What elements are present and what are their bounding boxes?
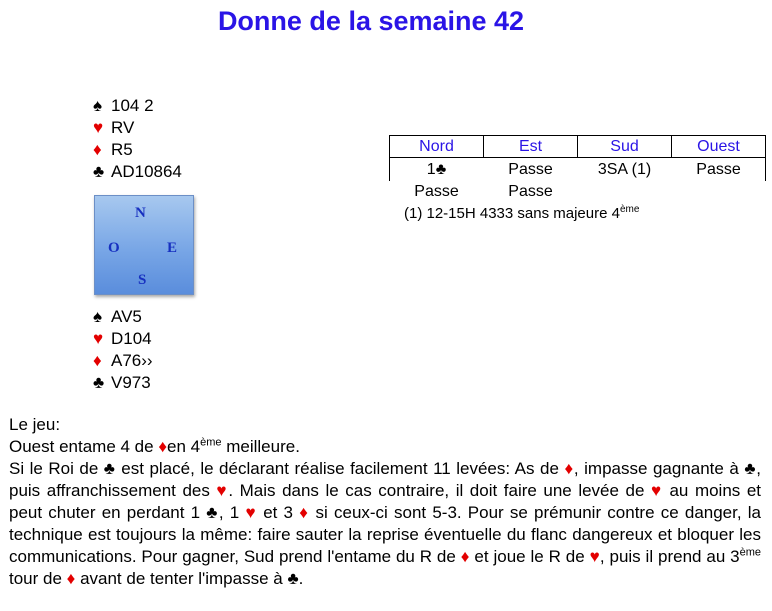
superscript: ème xyxy=(739,546,762,559)
club-icon: ♣ xyxy=(206,503,219,522)
north-clubs: AD10864 xyxy=(111,162,182,181)
bid-cell xyxy=(672,181,766,203)
north-hearts-line xyxy=(93,117,182,139)
bidding-header-row xyxy=(390,136,766,158)
north-spades: 104 2 xyxy=(111,96,154,115)
heart-icon: ♥ xyxy=(245,503,258,522)
south-spades-line xyxy=(93,306,153,328)
text-run: , puis affranchissement des xyxy=(9,459,762,500)
north-hearts: RV xyxy=(111,118,135,137)
bidding-table xyxy=(389,135,766,203)
spade-icon: ♠ xyxy=(93,96,103,115)
play-description xyxy=(9,414,761,590)
bidding-footnote xyxy=(404,204,639,222)
diamond-icon: ♦ xyxy=(93,351,102,370)
club-icon: ♣ xyxy=(93,373,105,392)
compass-east: E xyxy=(167,240,178,256)
header-nord: Nord xyxy=(390,136,484,158)
play-lead-line xyxy=(9,436,761,458)
diamond-icon: ♦ xyxy=(158,437,168,456)
header-est: Est xyxy=(484,136,578,158)
compass-north: N xyxy=(135,205,146,221)
north-diamonds-line xyxy=(93,139,182,161)
club-icon: ♣ xyxy=(744,459,757,478)
north-spades-line xyxy=(93,95,182,117)
south-clubs-line xyxy=(93,372,153,394)
south-clubs: V973 xyxy=(111,373,151,392)
south-hand xyxy=(93,306,153,394)
heart-icon: ♥ xyxy=(650,481,663,500)
club-icon: ♣ xyxy=(435,161,447,178)
text-run: avant de tenter l'impasse à xyxy=(75,569,288,588)
south-hearts: D104 xyxy=(111,329,152,348)
play-heading: Le jeu: xyxy=(9,415,61,434)
text-run: en 4 xyxy=(167,437,201,456)
bid-cell: Passe xyxy=(414,183,459,200)
heart-icon: ♥ xyxy=(93,329,104,348)
play-paragraph xyxy=(9,458,761,590)
heart-icon: ♥ xyxy=(589,547,600,566)
diamond-icon: ♦ xyxy=(93,140,102,159)
text-run: si ceux-ci sont 5-3. Pour se prémunir contre ce danger, la technique est toujours la même: faire sauter la reprise éventuelle du flanc dangereux et bloquer les communications. Pour gagner, Sud prend l'entame du R de xyxy=(9,503,761,566)
bidding-row xyxy=(390,158,766,182)
text-run: . Mais dans le cas contraire, il doit faire une levée de xyxy=(228,481,651,500)
club-icon: ♣ xyxy=(103,459,116,478)
header-ouest: Ouest xyxy=(672,136,766,158)
north-hand xyxy=(93,95,182,183)
text-run: . xyxy=(298,569,304,588)
diamond-icon: ♦ xyxy=(460,547,470,566)
bid-cell: 3SA (1) xyxy=(597,161,652,178)
compass-west: O xyxy=(108,240,120,256)
compass-box xyxy=(94,195,194,295)
club-icon: ♣ xyxy=(93,162,105,181)
heart-icon: ♥ xyxy=(93,118,104,137)
bid-value: 1 xyxy=(426,161,436,178)
text-run: est placé, le déclarant réalise facilement 11 levées: As de xyxy=(115,459,565,478)
diamond-icon: ♦ xyxy=(66,569,76,588)
diamond-icon: ♦ xyxy=(299,503,310,522)
text-run: meilleure. xyxy=(221,437,300,456)
bid-cell xyxy=(390,158,484,182)
text-run: Si le Roi de xyxy=(9,459,104,478)
bid-cell: Passe xyxy=(508,183,553,200)
text-run: tour de xyxy=(9,569,67,588)
south-diamonds: A76›› xyxy=(111,351,153,370)
club-icon: ♣ xyxy=(287,569,299,588)
text-run: , puis il prend au 3 xyxy=(599,547,740,566)
south-hearts-line xyxy=(93,328,153,350)
bid-cell: Passe xyxy=(508,161,553,178)
compass-south: S xyxy=(138,272,147,288)
spade-icon: ♠ xyxy=(93,307,103,326)
footnote-text: (1) 12-15H 4333 sans majeure 4 xyxy=(404,205,620,222)
page-title: Donne de la semaine 42 xyxy=(217,6,525,36)
bid-cell: Passe xyxy=(672,158,766,182)
bid-cell xyxy=(578,181,672,203)
text-run: au moins et peut chuter en perdant 1 xyxy=(9,481,762,522)
footnote-sup: ème xyxy=(619,204,640,215)
superscript: ème xyxy=(200,436,222,449)
text-run: , impasse gagnante à xyxy=(573,459,745,478)
text-run: Ouest entame 4 de xyxy=(9,437,159,456)
text-run: , 1 xyxy=(218,503,246,522)
heart-icon: ♥ xyxy=(216,481,229,500)
diamond-icon: ♦ xyxy=(564,459,574,478)
header-sud: Sud xyxy=(578,136,672,158)
south-spades: AV5 xyxy=(111,307,142,326)
bidding-row xyxy=(390,181,766,203)
north-clubs-line xyxy=(93,161,182,183)
text-run: et 3 xyxy=(257,503,300,522)
north-diamonds: R5 xyxy=(111,140,133,159)
text-run: et joue le R de xyxy=(469,547,590,566)
south-diamonds-line xyxy=(93,350,153,372)
